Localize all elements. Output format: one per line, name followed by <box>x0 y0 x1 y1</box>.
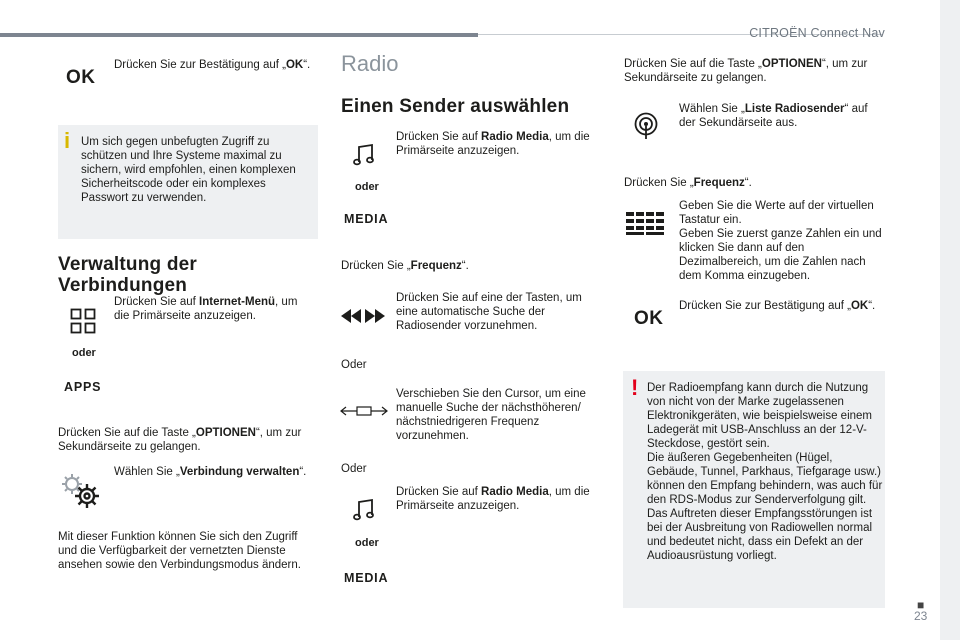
warning-box <box>623 371 885 608</box>
keypad-icon <box>626 212 666 236</box>
manage-connection-text: Wählen Sie „Verbindung verwalten“. <box>114 466 307 478</box>
radio-media-text: Drücken Sie auf Radio Media, um die Primärseite anzuzeigen. <box>396 131 590 157</box>
oder-label-5: oder <box>355 537 379 549</box>
top-rule <box>0 33 478 37</box>
warning-icon: ! <box>631 375 639 400</box>
slider-text: Verschieben Sie den Cursor, um eine manuelle Suche der nächsthöheren/ nächstniedrigeren Frequenz vorzunehmen. <box>396 388 586 442</box>
media-label-2: MEDIA <box>344 571 389 585</box>
internet-menu-text: Drücken Sie auf Internet-Menü, um die Primärseite anzuzeigen. <box>114 296 298 322</box>
radio-title: Radio <box>341 51 399 76</box>
options-text: Drücken Sie auf die Taste „OPTIONEN“, um zur Sekundärseite zu gelangen. <box>58 427 302 453</box>
frequency-text: Drücken Sie „Frequenz“. <box>341 260 469 272</box>
section-heading-connections: Verwaltung der Verbindungen <box>58 254 198 296</box>
function-description: Mit dieser Funktion können Sie sich den Zugriff und die Verfügbarkeit der vernetzten Dienste ansehen sowie den Verbindungsmodus ändern. <box>58 531 301 571</box>
frequency-slider-icon <box>340 404 388 418</box>
info-text: Um sich gegen unbefugten Zugriff zu schützen und Ihre Systeme maximal zu sichern, wird empfohlen, einen komplexen Sicherheitscode oder ein komplexes Passwort zu verwenden. <box>81 136 296 204</box>
media-label: MEDIA <box>344 212 389 226</box>
seek-arrows-icon <box>340 308 386 324</box>
seek-text: Drücken Sie auf eine der Tasten, um eine automatische Suche der Radiosender vorzunehmen. <box>396 292 582 332</box>
section-heading-station: Einen Sender auswählen <box>341 96 570 117</box>
options-text-radio: Drücken Sie auf die Taste „OPTIONEN“, um zur Sekundärseite zu gelangen. <box>624 58 868 84</box>
apps-label: APPS <box>64 380 102 394</box>
info-box <box>58 125 318 239</box>
header-title: CITROËN Connect Nav <box>749 26 885 40</box>
page-marker: ■ <box>917 598 925 612</box>
page-sidebar <box>940 0 960 640</box>
ok-label-2: OK <box>634 308 664 329</box>
oder-label-3: Oder <box>341 359 367 371</box>
keypad-text: Geben Sie die Werte auf der virtuellen Tastatur ein. Geben Sie zuerst ganze Zahlen ein und klicken Sie dann auf den Dezimalbereich, um die Zahlen nach dem Komma einzugeben. <box>679 200 882 282</box>
page-number: 23 <box>914 609 928 623</box>
oder-label-4: Oder <box>341 463 367 475</box>
gears-icon <box>60 472 102 510</box>
station-list-text: Wählen Sie „Liste Radiosender“ auf der Sekundärseite aus. <box>679 103 868 129</box>
confirm-text: Drücken Sie zur Bestätigung auf „OK“. <box>114 59 311 71</box>
frequency-text-2: Drücken Sie „Frequenz“. <box>624 177 752 189</box>
radio-media-text-2: Drücken Sie auf Radio Media, um die Primärseite anzuzeigen. <box>396 486 590 512</box>
info-icon: i <box>64 128 71 153</box>
confirm-text-2: Drücken Sie zur Bestätigung auf „OK“. <box>679 300 876 312</box>
music-note-icon-2 <box>352 498 376 522</box>
oder-label-2: oder <box>355 181 379 193</box>
radio-antenna-icon <box>632 112 660 140</box>
oder-label: oder <box>72 347 96 359</box>
music-note-icon <box>352 143 376 167</box>
ok-label: OK <box>66 67 96 88</box>
warning-text: Der Radioempfang kann durch die Nutzung von nicht von der Marke zugelassenen Elektronikgeräten, wie beispielsweise einem Ladegerät mit USB-Anschluss an der 12-V-Steckdose, gestört sein. Die äußeren Gegebenheiten (Hügel, Gebäude, Tunnel, Parkhaus, Tiefgarage usw.) können den Empfang behindern, was auch für den RDS-Modus zur Senderverfolgung gilt. Das Auftreten dieser Empfangsstörungen ist bei der Ausbreitung von Radiowellen normal und bedeutet nicht, dass ein Defekt an der Audioausrüstung vorliegt. <box>647 382 883 562</box>
apps-grid-icon <box>70 308 96 334</box>
